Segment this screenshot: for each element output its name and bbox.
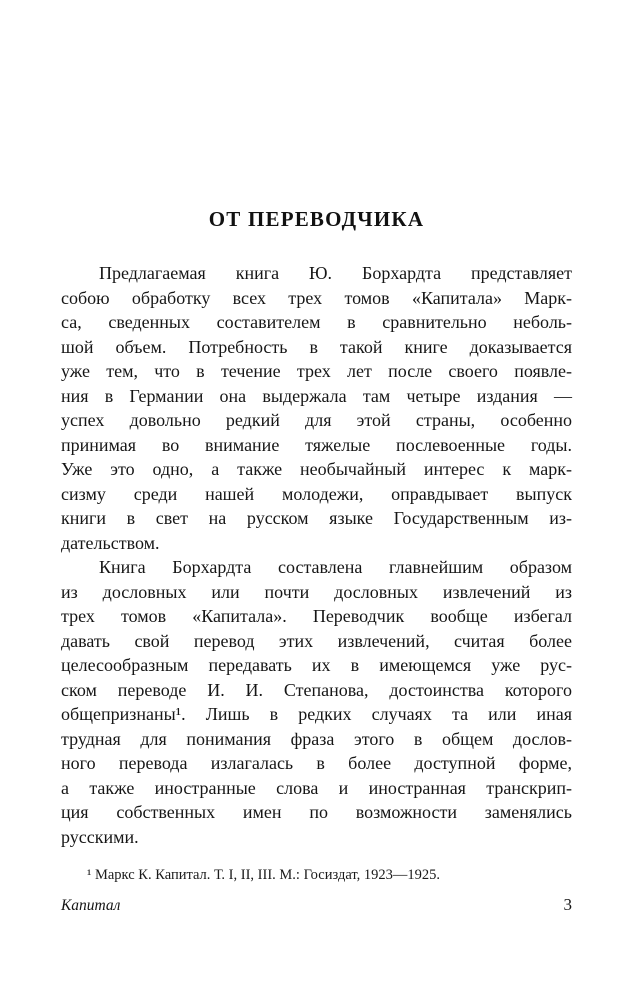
text-line: Книга Борхардта составлена главнейшим образом	[99, 557, 572, 577]
text-line: са, сведенных составителем в сравнительно неболь-	[61, 312, 572, 332]
text-line: собою обработку всех трех томов «Капитала» Марк-	[61, 287, 572, 308]
running-title: Капитал	[61, 897, 121, 914]
text-line: трех томов «Капитала». Переводчик вообще избегал	[61, 606, 572, 626]
text-line: из дословных или почти дословных извлечений из	[61, 581, 572, 602]
text-line: общепризнаны¹. Лишь в редких случаях та или иная	[61, 704, 572, 724]
text-line: русскими.	[61, 826, 139, 847]
text-line: сизму среди нашей молодежи, оправдывает выпуск	[61, 483, 572, 504]
text-line: Предлагаемая книга Ю. Борхардта представляет	[99, 263, 572, 283]
text-line: ском переводе И. И. Степанова, достоинства которого	[61, 679, 572, 700]
text-line: а также иностранные слова и иностранная транскрип-	[61, 777, 572, 798]
text-line: книги в свет на русском языке Государственным из-	[61, 508, 572, 528]
text-line: ния в Германии она выдержала там четыре издания —	[61, 385, 572, 406]
text-line: давать свой перевод этих извлечений, считая более	[61, 630, 572, 651]
chapter-title: ОТ ПЕРЕВОДЧИКА	[208, 207, 425, 231]
footnote: ¹ Маркс К. Капитал. Т. I, II, III. М.: Госиздат, 1923—1925.	[87, 867, 441, 883]
text-line: принимая во внимание тяжелые послевоенные годы.	[61, 434, 572, 455]
text-line: ция собственных имен по возможности заменялись	[61, 802, 572, 822]
text-line: дательством.	[61, 532, 160, 553]
page-number: 3	[563, 895, 572, 914]
text-line: ного перевода излагалась в более доступной форме,	[61, 753, 572, 773]
page-footer	[61, 895, 572, 915]
body-text	[61, 261, 572, 849]
text-line: целесообразным передавать их в имеющемся уже рус-	[61, 655, 572, 675]
text-line: уже тем, что в течение трех лет после своего появле-	[61, 361, 572, 381]
text-line: успех довольно редкий для этой страны, особенно	[61, 410, 572, 430]
text-line: трудная для понимания фраза этого в общем дослов-	[61, 728, 572, 749]
text-line: Уже это одно, а также необычайный интерес к марк-	[61, 459, 572, 479]
text-line: шой объем. Потребность в такой книге доказывается	[61, 336, 572, 357]
